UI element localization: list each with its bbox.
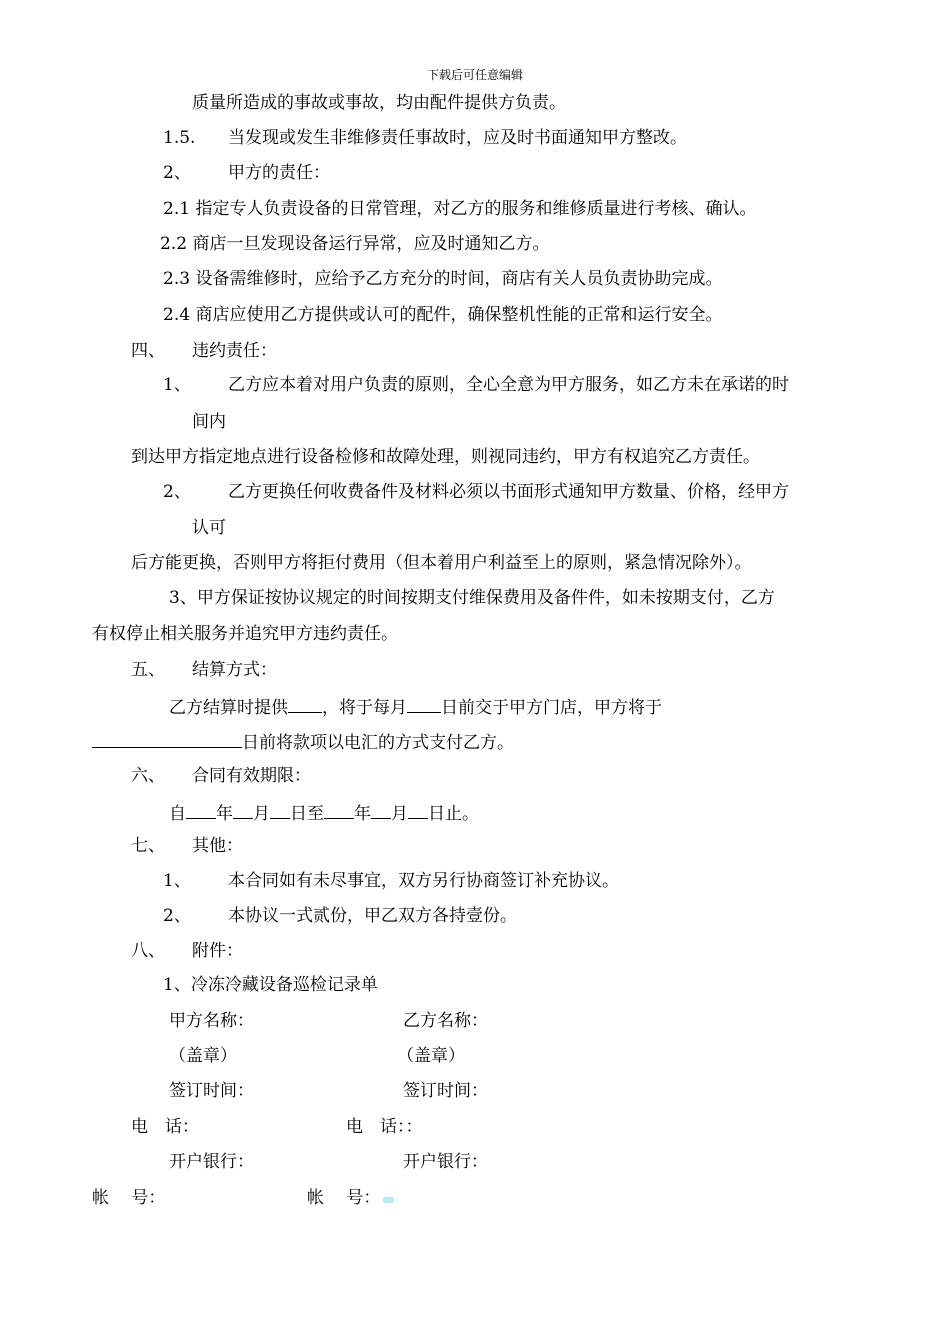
party-b-date-label: 签订时间：	[403, 1081, 488, 1101]
breach-1-continuation: 到达甲方指定地点进行设备检修和故障处理，则视同违约，甲方有权追究乙方责任。	[131, 447, 760, 467]
section-4-title: 违约责任：	[192, 341, 277, 361]
section-8-title: 附件：	[192, 941, 243, 961]
validity-month: 月	[253, 804, 270, 824]
validity-day-to: 日至	[290, 804, 324, 824]
other-1-number: 1、	[163, 871, 191, 891]
clause-2-3: 2.3 设备需维修时，应给予乙方充分的时间，商店有关人员负责协助完成。	[163, 269, 723, 289]
blank-field	[270, 800, 290, 819]
blank-field	[92, 729, 242, 748]
party-a-bank-label: 开户银行：	[169, 1152, 254, 1172]
breach-1-number: 1、	[163, 375, 191, 395]
settlement-line-1	[169, 694, 662, 719]
breach-1-wrap: 间内	[192, 412, 226, 432]
section-5-number: 五、	[131, 660, 165, 680]
clause-2-title: 甲方的责任：	[228, 163, 330, 183]
validity-end: 日止。	[428, 804, 479, 824]
other-2-number: 2、	[163, 906, 191, 926]
blank-field	[288, 694, 322, 713]
breach-2-text: 乙方更换任何收费备件及材料必须以书面形式通知甲方数量、价格，经甲方	[228, 482, 789, 502]
party-b-phone-label: 电 话：：	[346, 1117, 423, 1137]
party-a-phone-label: 电 话：	[131, 1117, 199, 1137]
validity-period-line	[169, 800, 479, 825]
party-b-account-label: 帐 号：	[307, 1188, 381, 1208]
settlement-text-a: 乙方结算时提供	[169, 698, 288, 718]
party-a-account-label: 帐 号：	[92, 1188, 166, 1208]
validity-year-2: 年	[354, 804, 371, 824]
section-6-number: 六、	[131, 766, 165, 786]
blank-field	[186, 800, 216, 819]
section-5-title: 结算方式：	[192, 660, 277, 680]
settlement-text-b: ，将于每月	[322, 698, 407, 718]
blank-field	[371, 800, 391, 819]
attachment-1: 1、冷冻冷藏设备巡检记录单	[163, 975, 378, 995]
validity-month-2: 月	[391, 804, 408, 824]
breach-2-wrap: 认可	[192, 518, 226, 538]
clause-1-5-number: 1.5.	[163, 128, 196, 148]
highlight-mark	[383, 1197, 394, 1203]
party-b-name-label: 乙方名称：	[403, 1011, 488, 1031]
clause-1-5-text: 当发现或发生非维修责任事故时，应及时书面通知甲方整改。	[228, 128, 687, 148]
other-1-text: 本合同如有未尽事宜，双方另行协商签订补充协议。	[228, 871, 619, 891]
breach-2-number: 2、	[163, 482, 191, 502]
blank-field	[408, 800, 428, 819]
breach-3-text: 3、甲方保证按协议规定的时间按期支付维保费用及备件件，如未按期支付，乙方	[169, 588, 775, 608]
settlement-line-2	[92, 729, 514, 754]
other-2-text: 本协议一式贰份，甲乙双方各持壹份。	[228, 906, 517, 926]
party-a-seal-label: （盖章）	[169, 1046, 237, 1066]
breach-2-continuation: 后方能更换，否则甲方将拒付费用（但本着用户利益至上的原则，紧急情况除外）。	[131, 553, 752, 573]
blank-field	[407, 694, 441, 713]
section-6-title: 合同有效期限：	[192, 766, 311, 786]
breach-3-continuation: 有权停止相关服务并追究甲方违约责任。	[92, 624, 398, 644]
clause-2-number: 2、	[163, 163, 191, 183]
validity-year: 年	[216, 804, 233, 824]
settlement-text-d: 日前将款项以电汇的方式支付乙方。	[242, 733, 514, 753]
settlement-text-c: 日前交于甲方门店，甲方将于	[441, 698, 662, 718]
clause-2-1: 2.1 指定专人负责设备的日常管理，对乙方的服务和维修质量进行考核、确认。	[163, 199, 757, 219]
blank-field	[324, 800, 354, 819]
clause-2-2: 2.2 商店一旦发现设备运行异常，应及时通知乙方。	[160, 234, 550, 254]
party-a-date-label: 签订时间：	[169, 1081, 254, 1101]
section-7-number: 七、	[131, 836, 165, 856]
party-b-seal-label: （盖章）	[397, 1046, 465, 1066]
clause-2-4: 2.4 商店应使用乙方提供或认可的配件，确保整机性能的正常和运行安全。	[163, 305, 723, 325]
breach-1-text: 乙方应本着对用户负责的原则，全心全意为甲方服务，如乙方未在承诺的时	[228, 375, 789, 395]
party-b-bank-label: 开户银行：	[403, 1152, 488, 1172]
party-a-name-label: 甲方名称：	[169, 1011, 254, 1031]
section-4-number: 四、	[131, 341, 165, 361]
section-8-number: 八、	[131, 941, 165, 961]
page-header: 下载后可任意编辑	[426, 68, 523, 82]
section-7-title: 其他：	[192, 836, 243, 856]
blank-field	[233, 800, 253, 819]
clause-1-4-continuation: 质量所造成的事故或事故，均由配件提供方负责。	[192, 93, 566, 113]
validity-from: 自	[169, 804, 186, 824]
